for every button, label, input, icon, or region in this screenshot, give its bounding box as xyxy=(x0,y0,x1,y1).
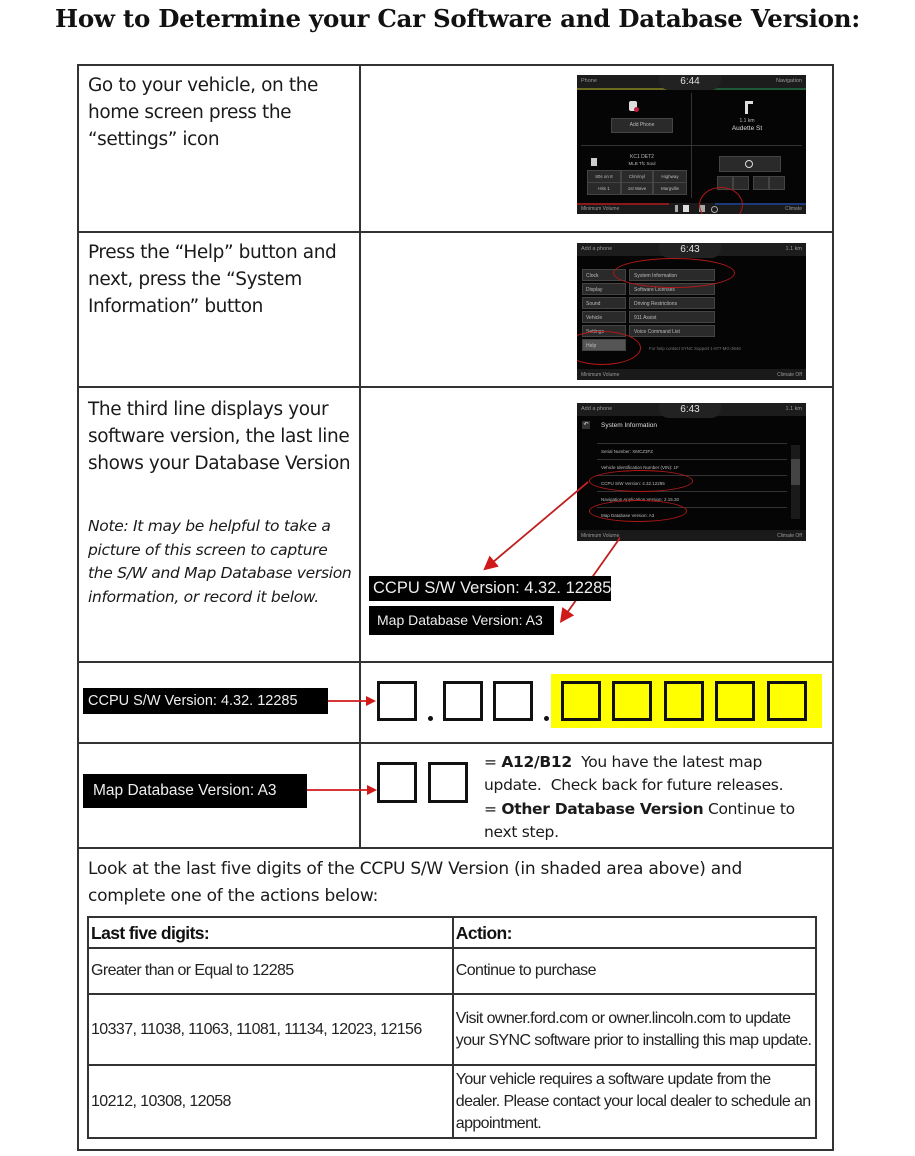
station-line1: KC1 DET2 xyxy=(630,154,654,160)
table-row xyxy=(88,948,816,994)
screen-clock: 6:44 xyxy=(659,75,721,90)
station-line2: MLB Tfc Soul xyxy=(628,161,656,166)
screen-bottombar-right: Climate xyxy=(785,206,802,212)
screen-bottombar-left: Minimum Volume xyxy=(581,372,620,378)
build-digit-box xyxy=(664,681,704,721)
map-legend-1 xyxy=(484,751,824,797)
preset-button: Margville xyxy=(653,182,687,195)
screen-topbar-left: Phone xyxy=(581,78,597,84)
digits-cell: Greater than or Equal to 12285 xyxy=(88,948,453,994)
info-line-map: Map Database Version: A3 xyxy=(601,513,655,518)
scrollbar-thumb xyxy=(791,459,800,485)
table-border-top xyxy=(77,64,834,66)
menu-system-information: System Information xyxy=(629,269,715,281)
step-3-note: Note: It may be helpful to take a picture of this screen to capture the S/W and Map Database version information, or record it below. xyxy=(88,517,352,606)
screen-topbar-right: 1.1 km xyxy=(785,246,802,252)
preset-button: ClsVinyl xyxy=(621,170,653,183)
screen-bottombar-left: Minimum Volume xyxy=(581,533,620,539)
menu-voice-command-list: Voice Command List xyxy=(629,325,715,337)
page-title: How to Determine your Car Software and Database Version: xyxy=(55,4,860,33)
power-button xyxy=(719,156,781,172)
map-digit-box xyxy=(428,762,468,803)
map-version-label: Map Database Version: A3 xyxy=(83,774,307,808)
header-action: Action: xyxy=(453,917,816,948)
table-border-right xyxy=(832,64,834,1151)
legend-text: You have the latest map update. Check back for future releases. xyxy=(484,753,784,794)
screen-topbar-left: Add a phone xyxy=(581,406,613,412)
preset-button: 80s on 8 xyxy=(587,170,621,183)
row-divider xyxy=(77,661,834,663)
legend-prefix: = xyxy=(484,753,502,771)
info-line: Navigation Application Version: 2.15.30 xyxy=(597,492,787,508)
phone-icon xyxy=(683,205,689,212)
arrow-head xyxy=(367,785,377,795)
navigation-turn-icon xyxy=(745,101,753,114)
screen-topbar-right: 1.1 km xyxy=(785,406,802,412)
highlight-circle xyxy=(613,258,735,288)
build-digit-box xyxy=(561,681,601,721)
step-2-text: Press the “Help” button and next, press the “System Information” button xyxy=(88,242,337,317)
decimal-dot xyxy=(428,716,433,721)
column-divider xyxy=(359,64,361,849)
row-divider xyxy=(77,742,834,744)
menu-vehicle: Vehicle xyxy=(582,311,626,323)
legend-prefix: = xyxy=(484,800,502,818)
row-divider xyxy=(77,847,834,849)
phone-icon xyxy=(629,101,637,111)
screen-topbar-right: Navigation xyxy=(776,78,802,84)
nav-distance: 1.1 km xyxy=(739,118,755,124)
system-information-heading: System Information xyxy=(601,422,657,429)
row-divider xyxy=(77,386,834,388)
screen-divider xyxy=(581,145,802,146)
preset-button: 1st Wave xyxy=(621,182,653,195)
build-digit-box xyxy=(715,681,755,721)
screen-bottombar xyxy=(577,203,806,214)
digits-cell: 10212, 10308, 12058 xyxy=(88,1065,453,1138)
info-icon xyxy=(675,205,678,212)
screen-topbar-left: Add a phone xyxy=(581,246,613,252)
screen-bottombar-right: Climate Off xyxy=(777,372,802,378)
preset-button: Hits 1 xyxy=(587,182,621,195)
final-intro: Look at the last five digits of the CCPU S/W Version (in shaded area above) and complete one of the actions below: xyxy=(88,859,742,906)
info-line-ccpu: CCPU S/W Version: 4.32.12285 xyxy=(597,476,787,492)
menu-help: Help xyxy=(582,339,626,351)
legend-bold: A12/B12 xyxy=(501,753,572,771)
highlight-circle xyxy=(699,187,743,214)
menu-settings: Settings xyxy=(582,325,626,337)
map-letter-box xyxy=(377,762,417,803)
seat-cool-icon xyxy=(733,176,749,190)
header-last-five-digits: Last five digits: xyxy=(88,917,453,948)
screen-bottombar-left: Minimum Volume xyxy=(581,206,620,212)
menu-sound: Sound xyxy=(582,297,626,309)
info-line: Serial Number: XMCZ3FZ xyxy=(597,444,787,460)
seat-heat-icon xyxy=(753,176,769,190)
digit-box xyxy=(443,681,483,721)
table-header-row xyxy=(88,917,816,948)
map-arrow xyxy=(307,782,379,798)
digits-cell: 10337, 11038, 11063, 11081, 11134, 12023, 12156 xyxy=(88,994,453,1065)
action-table xyxy=(87,916,817,1139)
screen-bottombar xyxy=(577,369,806,380)
build-digit-box xyxy=(612,681,652,721)
decimal-dot xyxy=(544,716,549,721)
legend-text: Continue to next step. xyxy=(484,800,795,841)
sw-arrow xyxy=(328,693,378,709)
menu-display: Display xyxy=(582,283,626,295)
seat-icon xyxy=(591,158,597,166)
add-phone-button: Add Phone xyxy=(611,118,673,133)
screen-bottombar-right: Climate Off xyxy=(777,533,802,539)
step-1-text: Go to your vehicle, on the home screen press the “settings” icon xyxy=(88,75,319,150)
build-digit-box xyxy=(767,681,807,721)
table-row xyxy=(88,1065,816,1138)
info-line: Vehicle Identification Number (VIN): 1F xyxy=(597,460,787,476)
table-border-bottom xyxy=(77,1149,834,1151)
screen-clock: 6:43 xyxy=(659,243,721,258)
back-icon: ↶ xyxy=(583,422,589,428)
table-row xyxy=(88,994,816,1065)
scrollbar xyxy=(791,445,800,519)
nav-street: Audette St xyxy=(731,125,763,132)
power-icon xyxy=(745,160,753,168)
action-cell: Your vehicle requires a software update from the dealer. Please contact your local dealer to schedule an appointment. xyxy=(453,1065,816,1138)
home-screen-image xyxy=(577,75,806,214)
arrow-head xyxy=(366,696,376,706)
settings-menu-image xyxy=(577,243,806,380)
digit-box xyxy=(493,681,533,721)
sw-version-callout: CCPU S/W Version: 4.32. 12285 xyxy=(369,576,611,601)
step-3-text: The third line displays your software version, the last line shows your Database Version xyxy=(88,399,351,474)
menu-clock: Clock xyxy=(582,269,626,281)
menu-911-assist: 911 Assist xyxy=(629,311,715,323)
sw-version-label: CCPU S/W Version: 4.32. 12285 xyxy=(83,688,328,714)
row-divider xyxy=(77,231,834,233)
seat-cool-icon xyxy=(769,176,785,190)
action-cell: Continue to purchase xyxy=(453,948,816,994)
digit-box xyxy=(377,681,417,721)
highlight-circle xyxy=(577,331,641,365)
preset-button: Highway xyxy=(653,170,687,183)
support-text: For help contact SYNC Support 1-877-MG-3646 xyxy=(649,346,741,351)
menu-software-licenses: Software Licenses xyxy=(629,283,715,295)
accent-bar xyxy=(577,203,669,205)
map-version-callout: Map Database Version: A3 xyxy=(369,606,554,635)
arrow-to-sw-callout xyxy=(486,482,588,568)
menu-driving-restrictions: Driving Restrictions xyxy=(629,297,715,309)
map-legend-2 xyxy=(484,798,814,844)
action-cell: Visit owner.ford.com or owner.lincoln.com to update your SYNC software prior to installing this map update. xyxy=(453,994,816,1065)
screen-clock: 6:43 xyxy=(659,403,721,418)
legend-bold: Other Database Version xyxy=(501,800,704,818)
table-border-left xyxy=(77,64,79,1151)
